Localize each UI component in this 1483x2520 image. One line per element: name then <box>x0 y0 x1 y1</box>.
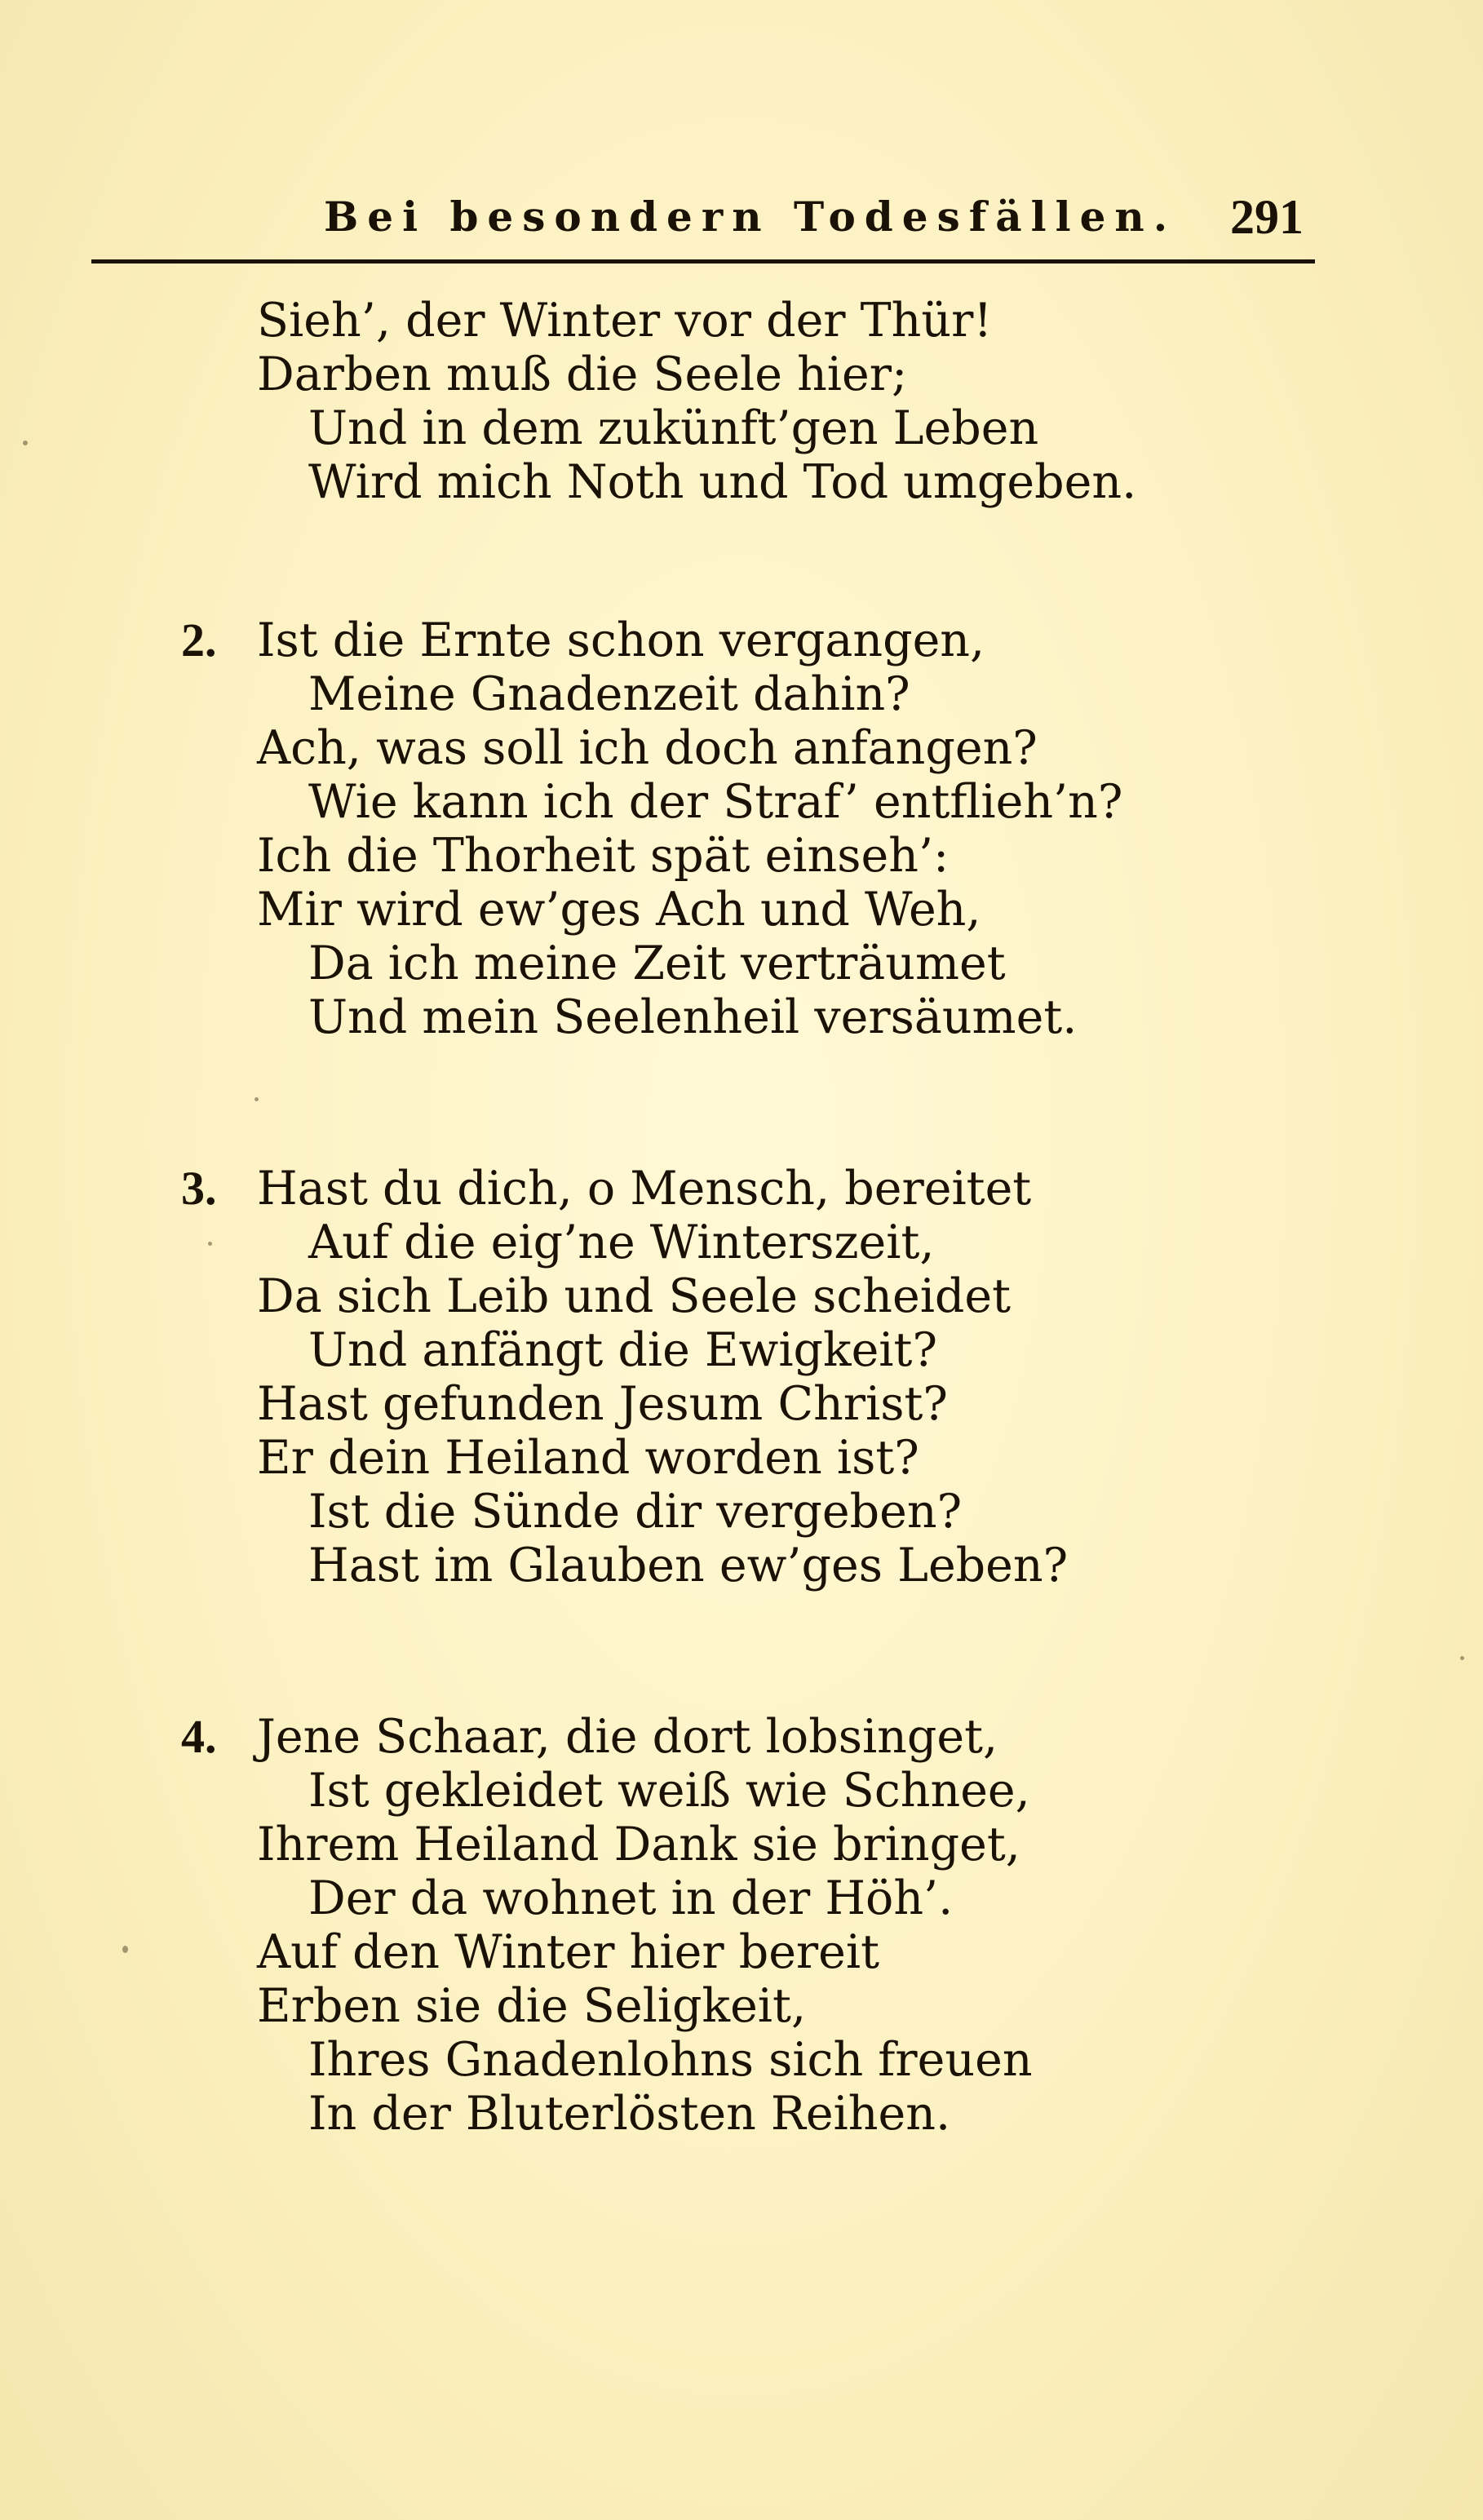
verse-number: 4. <box>181 1710 217 1763</box>
verse-line: Und mein Seelenheil versäumet. <box>308 990 1078 1044</box>
paper-speck <box>255 1097 259 1101</box>
verse-line: Er dein Heiland worden ist? <box>257 1431 919 1485</box>
paper-speck <box>122 1946 128 1953</box>
verse-line: Jene Schaar, die dort lobsinget, <box>257 1710 998 1764</box>
verse-line: Ach, was soll ich doch anfangen? <box>257 721 1038 775</box>
paper-speck <box>1460 1656 1464 1660</box>
verse-line: In der Bluterlösten Reihen. <box>308 2087 951 2141</box>
header-rule <box>91 259 1315 264</box>
verse-line: Wird mich Noth und Tod umgeben. <box>308 455 1137 509</box>
verse-line: Auf den Winter hier bereit <box>257 1925 880 1979</box>
verse-line: Ist gekleidet weiß wie Schnee, <box>308 1764 1030 1818</box>
verse-line: Wie kann ich der Straf’ entflieh’n? <box>308 775 1123 829</box>
verse-line: Erben sie die Seligkeit, <box>257 1979 807 2033</box>
verse-number: 2. <box>181 613 217 667</box>
page-number: 291 <box>1230 190 1304 244</box>
verse-line: Hast gefunden Jesum Christ? <box>257 1377 948 1431</box>
verse-line: Ihres Gnadenlohns sich freuen <box>308 2033 1033 2087</box>
paper-speck <box>23 441 28 445</box>
verse-line: Darben muß die Seele hier; <box>257 348 908 401</box>
verse-line: Und in dem zukünft’gen Leben <box>308 401 1039 455</box>
verse-line: Da ich meine Zeit verträumet <box>308 937 1006 990</box>
page-header <box>91 186 1315 251</box>
verse-line: Ist die Sünde dir vergeben? <box>308 1485 963 1539</box>
verse-line: Da sich Leib und Seele scheidet <box>257 1269 1012 1323</box>
verse-line: Sieh’, der Winter vor der Thür! <box>257 294 993 348</box>
verse-line: Ich die Thorheit spät einseh’: <box>257 829 950 883</box>
verse-line: Ist die Ernte schon vergangen, <box>257 613 985 667</box>
verse-line: Ihrem Heiland Dank sie bringet, <box>257 1818 1020 1871</box>
verse-line: Mir wird ew’ges Ach und Weh, <box>257 883 981 937</box>
verse-line: Meine Gnadenzeit dahin? <box>308 667 910 721</box>
verse-line: Der da wohnet in der Höh’. <box>308 1871 954 1925</box>
verse-line: Und anfängt die Ewigkeit? <box>308 1323 938 1377</box>
paper-speck <box>208 1242 212 1246</box>
verse-line: Auf die eig’ne Winterszeit, <box>308 1216 935 1269</box>
running-head: Bei besondern Todesfällen. <box>324 193 1177 241</box>
verse-line: Hast du dich, o Mensch, bereitet <box>257 1162 1032 1216</box>
verse-number: 3. <box>181 1162 217 1215</box>
verse-line: Hast im Glauben ew’ges Leben? <box>308 1539 1069 1592</box>
